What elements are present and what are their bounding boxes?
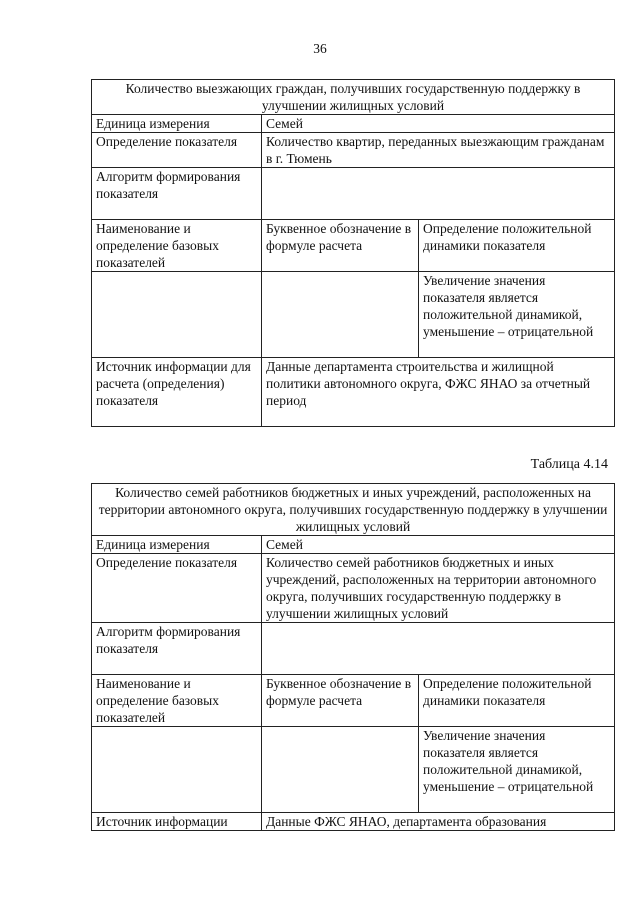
source-value: Данные департамента строительства и жилищной политики автономного округа, ФЖС ЯНАО за отчетный период [262, 358, 615, 427]
base-indicator-symbol [262, 727, 419, 813]
algorithm-value [262, 623, 615, 675]
base-indicator-symbol [262, 272, 419, 358]
page-number: 36 [313, 41, 327, 56]
table-row [92, 484, 615, 536]
table-row [92, 813, 615, 831]
algorithm-label: Алгоритм формирования показателя [92, 168, 262, 220]
table-title: Количество выезжающих граждан, получивших государственную поддержку в улучшении жилищных условий [92, 80, 615, 115]
source-value: Данные ФЖС ЯНАО, департамента образования [262, 813, 615, 831]
table-title: Количество семей работников бюджетных и иных учреждений, расположенных на территории автономного округа, получивших государственную поддержку в улучшении жилищных условий [92, 484, 615, 536]
table-row [92, 623, 615, 675]
table-row [92, 80, 615, 115]
algorithm-value [262, 168, 615, 220]
base-indicator-name [92, 727, 262, 813]
unit-value: Семей [262, 115, 615, 133]
dynamics-value: Увеличение значения показателя является положительной динамикой, уменьшение – отрицательной [419, 727, 615, 813]
definition-value: Количество квартир, переданных выезжающим гражданам в г. Тюмень [262, 133, 615, 168]
table-row [92, 554, 615, 623]
base-indicators-label: Наименование и определение базовых показателей [92, 220, 262, 272]
table-row [92, 133, 615, 168]
definition-label: Определение показателя [92, 554, 262, 623]
table-caption: Таблица 4.14 [530, 457, 608, 472]
definition-label: Определение показателя [92, 133, 262, 168]
indicator-table-2 [91, 483, 615, 831]
table-row [92, 272, 615, 358]
unit-label: Единица измерения [92, 536, 262, 554]
table-row [92, 220, 615, 272]
symbol-header: Буквенное обозначение в формуле расчета [262, 675, 419, 727]
base-indicator-name [92, 272, 262, 358]
table-row [92, 358, 615, 427]
source-label: Источник информации [92, 813, 262, 831]
unit-label: Единица измерения [92, 115, 262, 133]
algorithm-label: Алгоритм формирования показателя [92, 623, 262, 675]
dynamics-value: Увеличение значения показателя является положительной динамикой, уменьшение – отрицательной [419, 272, 615, 358]
base-indicators-label: Наименование и определение базовых показателей [92, 675, 262, 727]
source-label: Источник информации для расчета (определения) показателя [92, 358, 262, 427]
table-row [92, 115, 615, 133]
table-row [92, 168, 615, 220]
table-row [92, 727, 615, 813]
symbol-header: Буквенное обозначение в формуле расчета [262, 220, 419, 272]
dynamics-header: Определение положительной динамики показателя [419, 220, 615, 272]
definition-value: Количество семей работников бюджетных и иных учреждений, расположенных на территории автономного округа, получивших государственную поддержку в улучшении жилищных условий [262, 554, 615, 623]
table-row [92, 536, 615, 554]
indicator-table-1 [91, 79, 615, 427]
unit-value: Семей [262, 536, 615, 554]
dynamics-header: Определение положительной динамики показателя [419, 675, 615, 727]
table-row [92, 675, 615, 727]
